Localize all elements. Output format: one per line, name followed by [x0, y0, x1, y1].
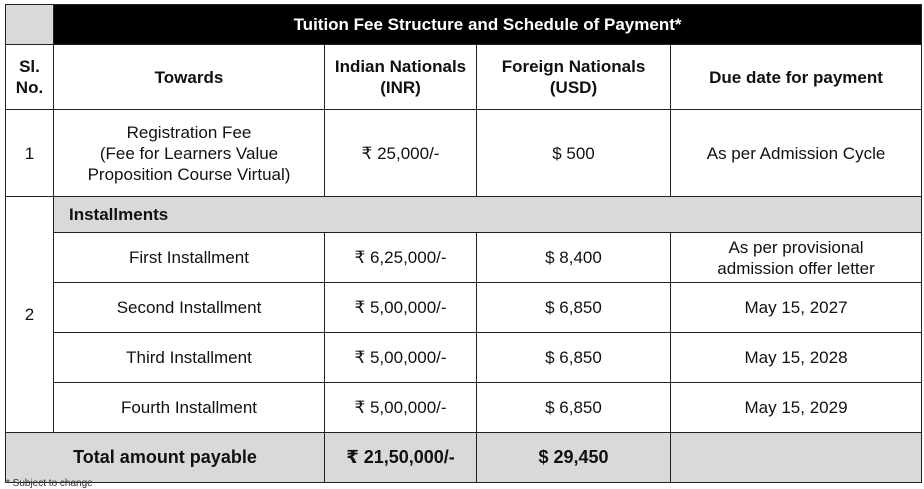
- total-inr: ₹ 21,50,000/-: [325, 433, 477, 483]
- table-title: Tuition Fee Structure and Schedule of Payment*: [54, 5, 922, 45]
- table-row: [6, 333, 922, 383]
- title-row: [6, 5, 922, 45]
- installment-due: May 15, 2029: [671, 383, 922, 433]
- total-usd: $ 29,450: [477, 433, 671, 483]
- header-sl-no-line-2: No.: [15, 78, 44, 97]
- header-sl-no-line-1: Sl.: [19, 57, 40, 76]
- installment-towards: Third Installment: [54, 333, 325, 383]
- registration-row: [6, 110, 922, 197]
- installment-usd: $ 8,400: [477, 233, 671, 283]
- header-indian-line-1: Indian Nationals: [334, 57, 467, 76]
- registration-inr: ₹ 25,000/-: [325, 110, 477, 197]
- fee-table: [5, 4, 922, 483]
- footnote: * Subject to change: [6, 478, 93, 489]
- header-foreign-line-1: Foreign Nationals: [501, 57, 646, 76]
- title-blank-cell: [6, 5, 54, 45]
- header-sl-no: [6, 45, 54, 110]
- installments-sl: 2: [6, 197, 54, 433]
- table-row: [6, 233, 922, 283]
- installment-due-line-1: As per provisional: [728, 237, 864, 257]
- registration-towards-line-2: (Fee for Learners Value: [99, 143, 279, 163]
- header-due-date: Due date for payment: [671, 45, 922, 110]
- installment-inr: ₹ 6,25,000/-: [325, 233, 477, 283]
- installment-usd: $ 6,850: [477, 333, 671, 383]
- total-row: [6, 433, 922, 483]
- installment-usd: $ 6,850: [477, 283, 671, 333]
- installments-label: Installments: [54, 197, 922, 233]
- registration-usd: $ 500: [477, 110, 671, 197]
- installments-heading-row: [6, 197, 922, 233]
- installment-towards: Second Installment: [54, 283, 325, 333]
- installment-towards: First Installment: [54, 233, 325, 283]
- installment-due: May 15, 2027: [671, 283, 922, 333]
- header-indian-line-2: (INR): [380, 78, 421, 97]
- header-indian-nationals: [325, 45, 477, 110]
- header-foreign-line-2: (USD): [549, 78, 598, 97]
- registration-towards-line-1: Registration Fee: [126, 122, 252, 142]
- total-label: Total amount payable: [6, 433, 325, 483]
- total-due: [671, 433, 922, 483]
- installment-inr: ₹ 5,00,000/-: [325, 283, 477, 333]
- header-foreign-nationals: [477, 45, 671, 110]
- registration-sl: 1: [6, 110, 54, 197]
- header-row: [6, 45, 922, 110]
- installment-due-line-2: admission offer letter: [717, 258, 875, 278]
- registration-due: As per Admission Cycle: [671, 110, 922, 197]
- registration-towards: [54, 110, 325, 197]
- installment-inr: ₹ 5,00,000/-: [325, 333, 477, 383]
- installment-due: May 15, 2028: [671, 333, 922, 383]
- installment-towards: Fourth Installment: [54, 383, 325, 433]
- header-towards: Towards: [54, 45, 325, 110]
- installment-usd: $ 6,850: [477, 383, 671, 433]
- table-row: [6, 283, 922, 333]
- installment-inr: ₹ 5,00,000/-: [325, 383, 477, 433]
- table-row: [6, 383, 922, 433]
- registration-towards-line-3: Proposition Course Virtual): [87, 164, 291, 184]
- installment-due: [671, 233, 922, 283]
